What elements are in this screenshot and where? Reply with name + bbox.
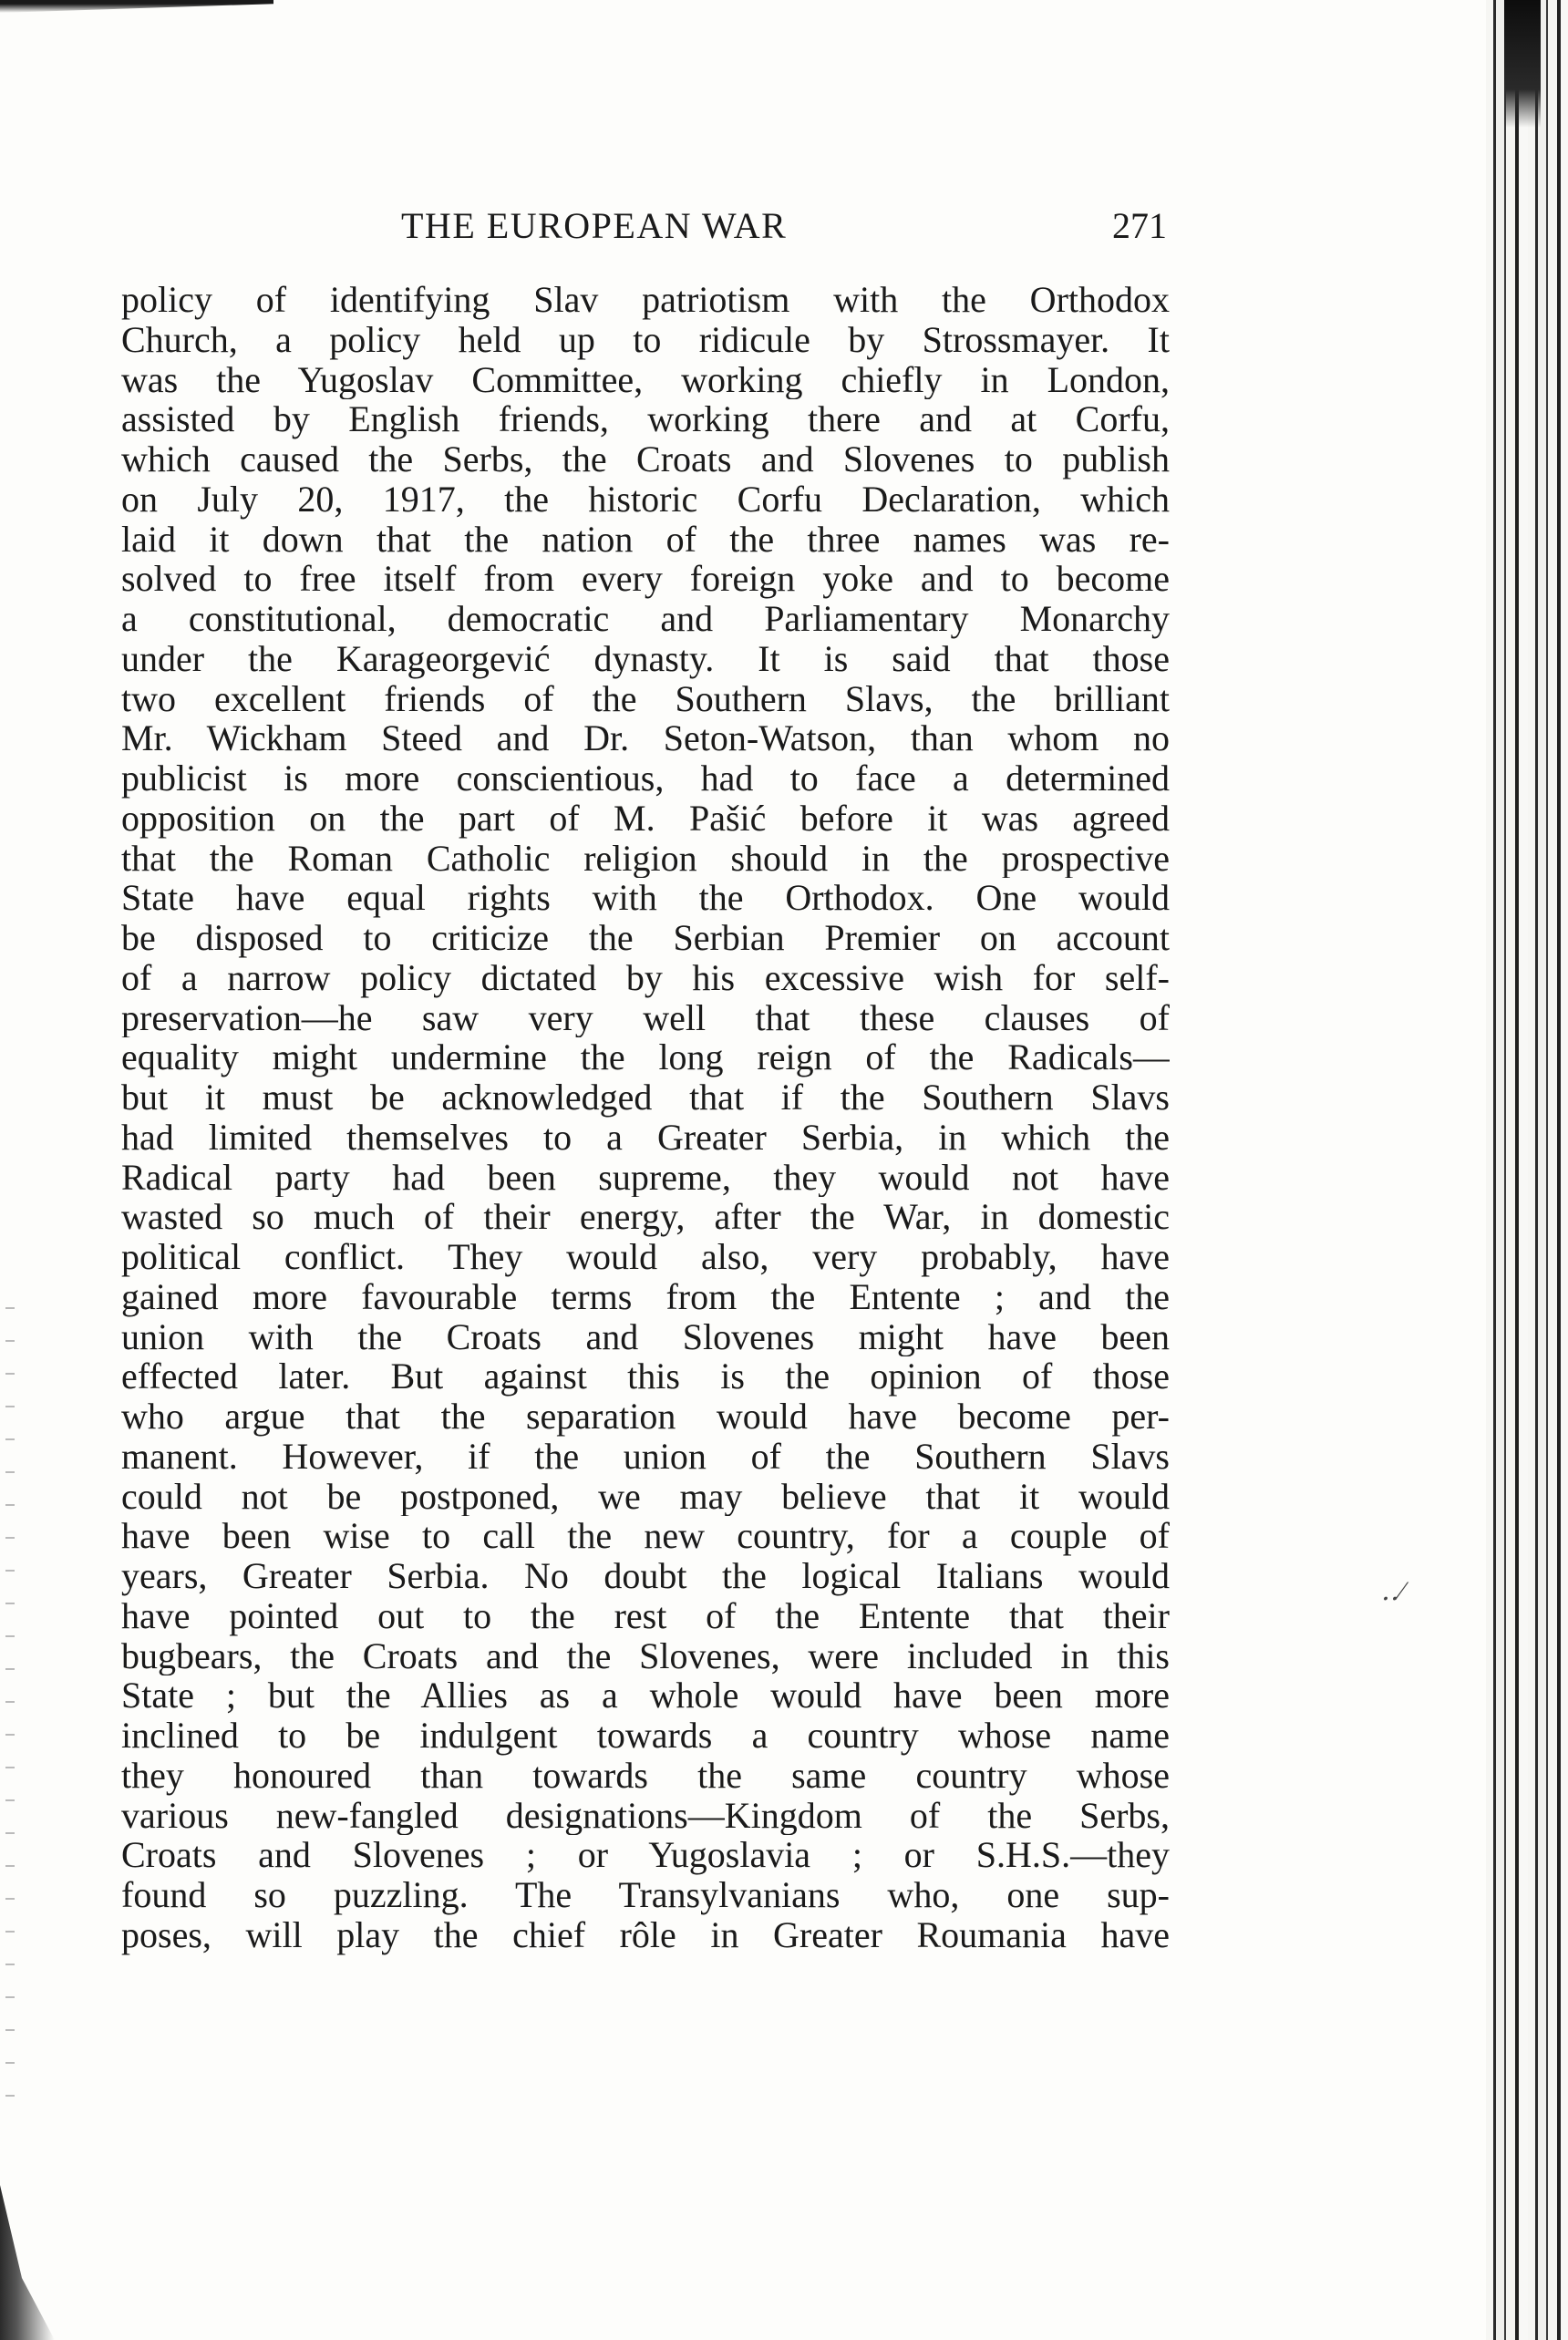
text-line: inclined to be indulgent towards a country whose name bbox=[121, 1716, 1170, 1756]
text-line: assisted by English friends, working there and at Corfu, bbox=[121, 399, 1170, 439]
text-line: policy of identifying Slav patriotism with the Orthodox bbox=[121, 280, 1170, 320]
text-line: State have equal rights with the Orthodox. One would bbox=[121, 878, 1170, 918]
gutter-shadow bbox=[1504, 0, 1541, 128]
text-line: two excellent friends of the Southern Slavs, the brilliant bbox=[121, 678, 1170, 719]
text-line: was the Yugoslav Committee, working chiefly in London, bbox=[121, 359, 1170, 400]
text-line: found so puzzling. The Transylvanians who, one sup- bbox=[121, 1875, 1170, 1915]
text-line: could not be postponed, we may believe that it would bbox=[121, 1476, 1170, 1517]
text-line: have been wise to call the new country, for a couple of bbox=[121, 1516, 1170, 1556]
scan-edge-shadow bbox=[0, 0, 273, 13]
text-line: various new-fangled designations—Kingdom of the Serbs, bbox=[121, 1795, 1170, 1836]
text-line: have pointed out to the rest of the Entente that their bbox=[121, 1595, 1170, 1636]
text-line: publicist is more conscientious, had to face a determined bbox=[121, 758, 1170, 799]
text-line: but it must be acknowledged that if the Southern Slavs bbox=[121, 1077, 1170, 1118]
text-line: wasted so much of their energy, after the War, in domestic bbox=[121, 1197, 1170, 1237]
text-line: Church, a policy held up to ridicule by Strossmayer. It bbox=[121, 319, 1170, 360]
text-line: they honoured than towards the same country whose bbox=[121, 1755, 1170, 1796]
text-line: that the Roman Catholic religion should in the prospective bbox=[121, 838, 1170, 879]
text-line: of a narrow policy dictated by his excessive wish for self- bbox=[121, 957, 1170, 998]
text-line: poses, will play the chief rôle in Greater Roumania have bbox=[121, 1914, 1170, 1955]
text-line: preservation—he saw very well that these clauses of bbox=[121, 997, 1170, 1038]
text-line: solved to free itself from every foreign yoke and to become bbox=[121, 559, 1170, 599]
body-text bbox=[121, 280, 1170, 1955]
text-line: gained more favourable terms from the Entente ; and the bbox=[121, 1276, 1170, 1317]
text-line: who argue that the separation would have become per- bbox=[121, 1397, 1170, 1437]
text-line: Mr. Wickham Steed and Dr. Seton-Watson, than whom no bbox=[121, 718, 1170, 758]
page-number: 271 bbox=[1112, 205, 1167, 246]
book-gutter bbox=[1486, 0, 1568, 2340]
text-line: be disposed to criticize the Serbian Premier on account bbox=[121, 918, 1170, 958]
text-line: opposition on the part of M. Pašić before it was agreed bbox=[121, 798, 1170, 839]
text-line: political conflict. They would also, very probably, have bbox=[121, 1237, 1170, 1277]
margin-mark: ‥⁄ bbox=[1381, 1576, 1405, 1606]
text-line: bugbears, the Croats and the Slovenes, were included in this bbox=[121, 1635, 1170, 1676]
running-head bbox=[119, 199, 1167, 253]
text-line: Radical party had been supreme, they would not have bbox=[121, 1157, 1170, 1198]
text-line: a constitutional, democratic and Parliamentary Monarchy bbox=[121, 599, 1170, 639]
text-line: under the Karageorgević dynasty. It is said that those bbox=[121, 638, 1170, 679]
text-line: which caused the Serbs, the Croats and Slovenes to publish bbox=[121, 439, 1170, 479]
text-line: equality might undermine the long reign of the Radicals— bbox=[121, 1037, 1170, 1077]
text-line: laid it down that the nation of the three names was re- bbox=[121, 519, 1170, 560]
text-line: on July 20, 1917, the historic Corfu Declaration, which bbox=[121, 479, 1170, 520]
text-line: union with the Croats and Slovenes might have been bbox=[121, 1316, 1170, 1357]
text-line: effected later. But against this is the opinion of those bbox=[121, 1356, 1170, 1397]
text-line: years, Greater Serbia. No doubt the logical Italians would bbox=[121, 1556, 1170, 1596]
text-line: manent. However, if the union of the Southern Slavs bbox=[121, 1436, 1170, 1477]
text-line: State ; but the Allies as a whole would have been more bbox=[121, 1675, 1170, 1716]
text-line: Croats and Slovenes ; or Yugoslavia ; or S.H.S.—they bbox=[121, 1835, 1170, 1875]
scan-corner-shadow bbox=[0, 2185, 55, 2340]
margin-speckles bbox=[5, 1276, 15, 2097]
text-line: had limited themselves to a Greater Serbia, in which the bbox=[121, 1117, 1170, 1158]
running-title: THE EUROPEAN WAR bbox=[401, 205, 788, 246]
